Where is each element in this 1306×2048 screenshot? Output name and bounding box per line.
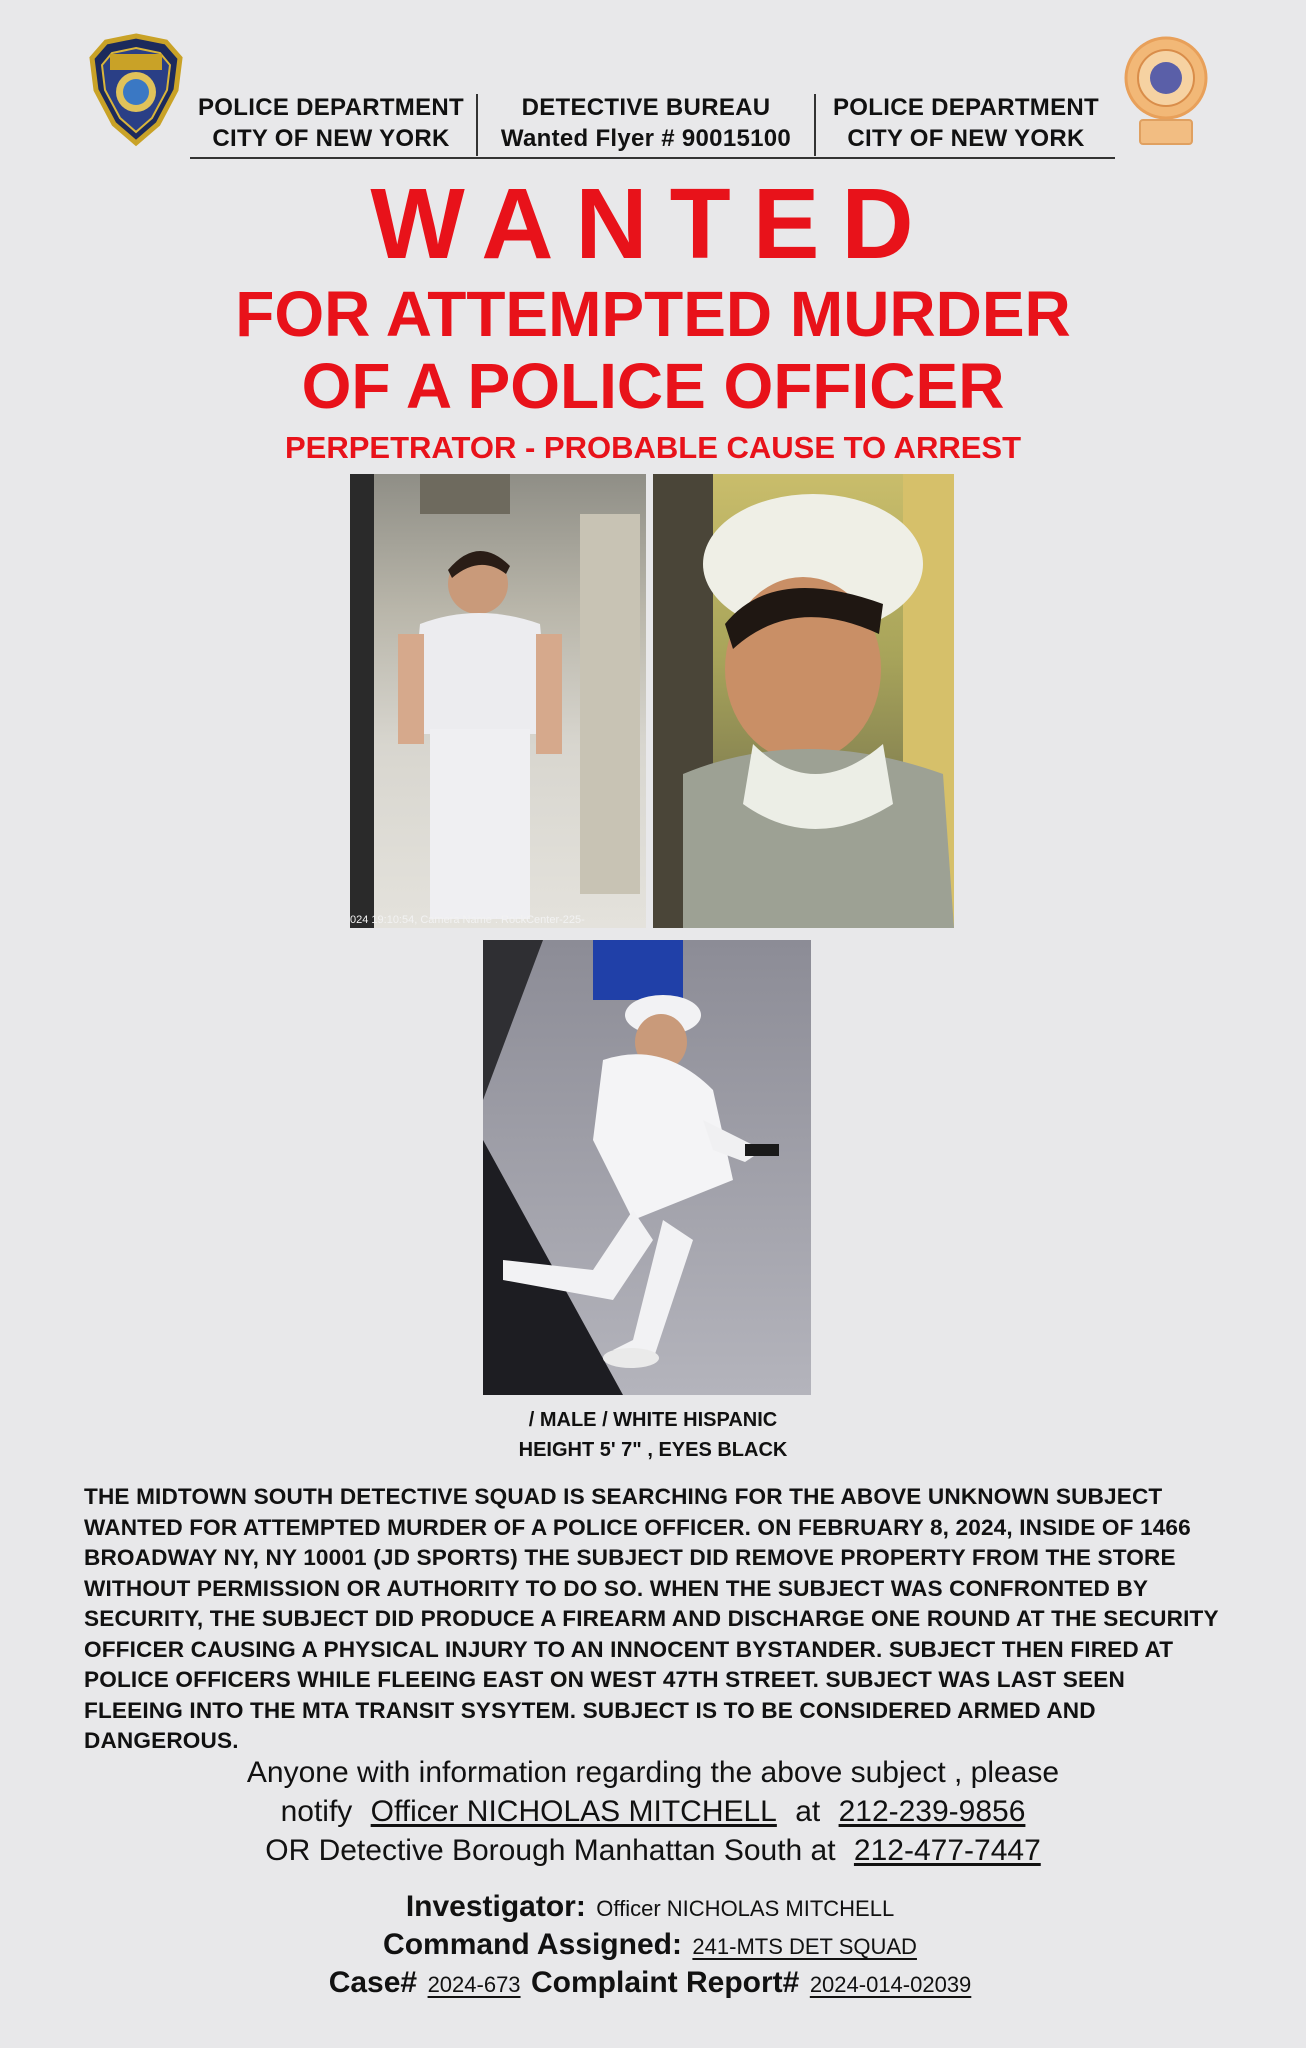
officer-phone-number: 212-239-9856 — [838, 1795, 1026, 1828]
suspect-photo-closeup — [653, 474, 954, 928]
header-divider — [814, 94, 816, 156]
contact-line-2 — [0, 1795, 1306, 1829]
borough-phone-number: 212-477-7447 — [853, 1834, 1041, 1867]
charge-line-1: FOR ATTEMPTED MURDER — [235, 278, 1071, 350]
probable-cause-subtitle: PERPETRATOR - PROBABLE CAUSE TO ARREST — [284, 430, 1022, 465]
investigator-row — [0, 1890, 1306, 1924]
case-row — [0, 1966, 1306, 2000]
detective-bureau-seal-logo — [1122, 32, 1210, 147]
cctv-timestamp-caption: 024 19:10:54, Camera Name : RockCenter-225- — [350, 914, 585, 926]
case-value: 2024-673 — [427, 1972, 521, 1997]
command-row — [0, 1928, 1306, 1962]
notify-text: notify — [280, 1795, 353, 1828]
header-right-line2: CITY OF NEW YORK — [847, 125, 1085, 152]
header-center — [480, 92, 812, 154]
incident-description: THE MIDTOWN SOUTH DETECTIVE SQUAD IS SEARCHING FOR THE ABOVE UNKNOWN SUBJECT WANTED FOR ATTEMPTED MURDER OF A POLICE OFFICER. ON FEBRUARY 8, 2024, INSIDE OF 1466 BROADWAY NY, NY 10001 (JD SPORTS) THE SUBJECT DID REMOVE PROPERTY FROM THE STORE WITHOUT PERMISSION OR AUTHORITY TO DO SO. WHEN THE SUBJECT WAS CONFRONTED BY SECURITY, THE SUBJECT DID PRODUCE A FIREARM AND DISCHARGE ONE ROUND AT THE SECURITY OFFICER CAUSING A PHYSICAL INJURY TO AN INNOCENT BYSTANDER. SUBJECT THEN FIRED AT POLICE OFFICERS WHILE FLEEING EAST ON WEST 47TH STREET. SUBJECT WAS LAST SEEN FLEEING INTO THE MTA TRANSIT SYSYTEM. SUBJECT IS TO BE CONSIDERED ARMED AND DANGEROUS. — [84, 1484, 1219, 1753]
contact-officer-name: Officer NICHOLAS MITCHELL — [370, 1795, 777, 1828]
wanted-title: WANTED — [370, 168, 936, 280]
header-rule — [190, 157, 1115, 159]
complaint-report-value: 2024-014-02039 — [809, 1972, 972, 1997]
complaint-report-label: Complaint Report# — [531, 1966, 800, 1999]
header-left — [190, 92, 472, 154]
header-center-line1: DETECTIVE BUREAU — [521, 94, 771, 121]
suspect-photo-cctv — [350, 474, 646, 928]
header-right — [818, 92, 1114, 154]
contact-line-3 — [0, 1834, 1306, 1868]
header-left-line2: CITY OF NEW YORK — [212, 125, 450, 152]
subject-height-eyes: HEIGHT 5' 7" , EYES BLACK — [518, 1439, 788, 1461]
at-text: at — [795, 1795, 821, 1828]
subject-sex-race: / MALE / WHITE HISPANIC — [528, 1409, 778, 1431]
header-left-line1: POLICE DEPARTMENT — [198, 94, 464, 121]
suspect-photo-firearm — [483, 940, 811, 1395]
contact-line-1 — [0, 1756, 1306, 1790]
subject-descriptors — [0, 1405, 1306, 1465]
wanted-flyer-number: Wanted Flyer # 90015100 — [500, 125, 792, 152]
contact-intro-text: Anyone with information regarding the above subject , please — [246, 1756, 1060, 1789]
case-label: Case# — [328, 1966, 418, 1999]
investigator-label: Investigator: — [405, 1890, 586, 1923]
charge-line-2: OF A POLICE OFFICER — [301, 350, 1005, 422]
command-label: Command Assigned: — [383, 1928, 682, 1961]
investigator-value: Officer NICHOLAS MITCHELL — [596, 1896, 895, 1921]
header-right-line1: POLICE DEPARTMENT — [833, 94, 1099, 121]
detective-borough-text: OR Detective Borough Manhattan South at — [265, 1834, 836, 1867]
command-value: 241-MTS DET SQUAD — [692, 1934, 917, 1959]
header-divider — [476, 94, 478, 156]
nypd-badge-logo — [88, 32, 184, 147]
